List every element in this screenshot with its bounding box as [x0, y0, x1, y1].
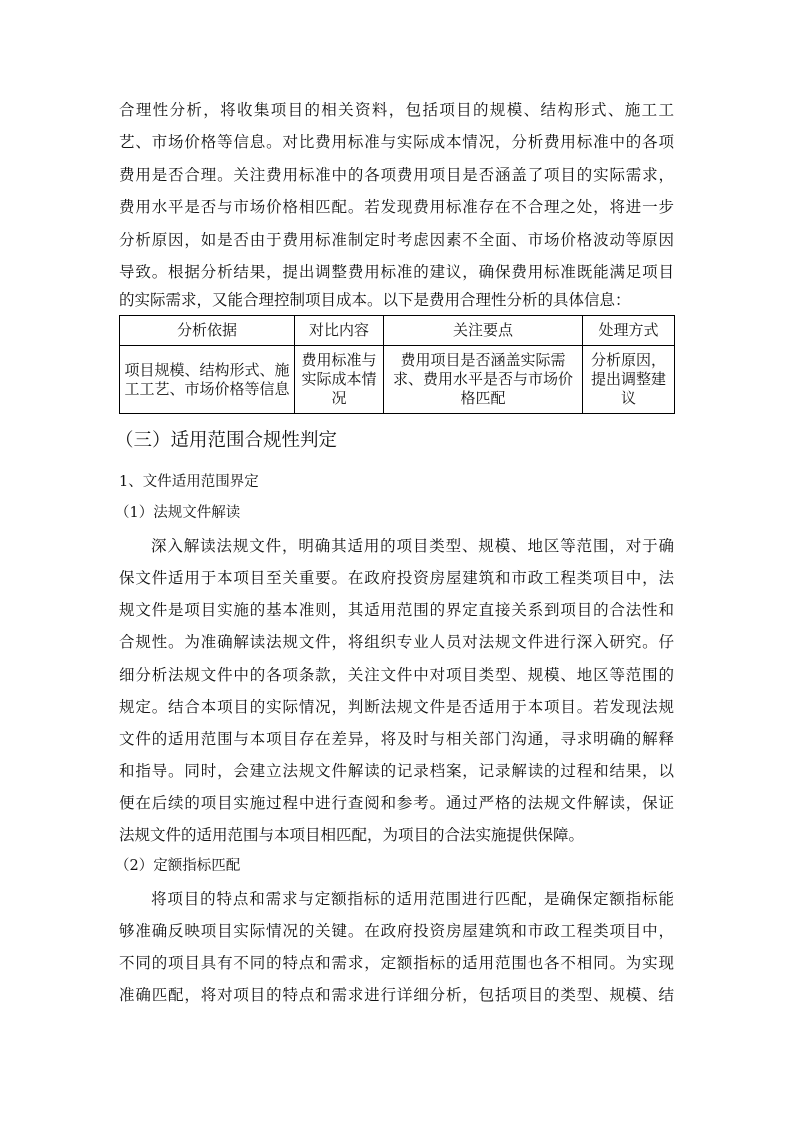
table-cell: 分析原因，提出调整建议 — [583, 346, 675, 414]
table-cell: 费用项目是否涵盖实际需求、费用水平是否与市场价格匹配 — [384, 346, 583, 414]
table-header: 分析依据 — [120, 316, 295, 346]
text-line: 法规文件的适用范围与本项目相匹配，为项目的合法实施提供保障。 — [119, 826, 585, 844]
text-line: 规定。结合本项目的实际情况，判断法规文件是否适用于本项目。若发现法规 — [119, 698, 674, 716]
table-header-row — [120, 316, 675, 346]
sub-heading: 1、文件适用范围界定 — [119, 474, 259, 490]
text-line: 的实际需求，又能合理控制项目成本。以下是费用合理性分析的具体信息： — [119, 291, 631, 309]
table-header: 处理方式 — [583, 316, 675, 346]
text-line: 分析原因，如是否由于费用标准制定时考虑因素不全面、市场价格波动等原因 — [119, 231, 674, 249]
text-line: 深入解读法规文件，明确其适用的项目类型、规模、地区等范围，对于确 — [151, 537, 674, 555]
table-header: 关注要点 — [384, 316, 583, 346]
text-line: 合理性分析，将收集项目的相关资料，包括项目的规模、结构形式、施工工 — [119, 101, 674, 119]
text-line: 合规性。为准确解读法规文件，将组织专业人员对法规文件进行深入研究。仔 — [119, 633, 674, 651]
table-row — [120, 346, 675, 414]
section-heading: （三）适用范围合规性判定 — [115, 430, 338, 451]
text-line: 便在后续的项目实施过程中进行查阅和参考。通过严格的法规文件解读，保证 — [119, 794, 674, 812]
table-header: 对比内容 — [295, 316, 384, 346]
text-line: 不同的项目具有不同的特点和需求，定额指标的适用范围也各不相同。为实现 — [119, 954, 674, 972]
text-line: 规文件是项目实施的基本准则，其适用范围的界定直接关系到项目的合法性和 — [119, 601, 674, 619]
text-line: 和指导。同时，会建立法规文件解读的记录档案，记录解读的过程和结果，以 — [119, 762, 674, 780]
text-line: 费用是否合理。关注费用标准中的各项费用项目是否涵盖了项目的实际需求， — [119, 166, 674, 184]
table-cell: 费用标准与实际成本情况 — [295, 346, 384, 414]
text-line: 准确匹配，将对项目的特点和需求进行详细分析，包括项目的类型、规模、结 — [119, 986, 674, 1004]
text-line: 导致。根据分析结果，提出调整费用标准的建议，确保费用标准既能满足项目 — [119, 263, 674, 281]
item-heading: （1）法规文件解读 — [115, 505, 241, 521]
text-line: 细分析法规文件中的各项条款，关注文件中对项目类型、规模、地区等范围的 — [119, 666, 674, 684]
text-line: 将项目的特点和需求与定额指标的适用范围进行匹配，是确保定额指标能 — [151, 890, 674, 908]
cost-analysis-table — [119, 315, 675, 414]
text-line: 够准确反映项目实际情况的关键。在政府投资房屋建筑和市政工程类项目中， — [119, 922, 674, 940]
text-line: 艺、市场价格等信息。对比费用标准与实际成本情况，分析费用标准中的各项 — [119, 133, 674, 151]
table-cell: 项目规模、结构形式、施工工艺、市场价格等信息 — [120, 346, 295, 414]
text-line: 保文件适用于本项目至关重要。在政府投资房屋建筑和市政工程类项目中，法 — [119, 569, 674, 587]
text-line: 文件的适用范围与本项目存在差异，将及时与相关部门沟通，寻求明确的解释 — [119, 730, 674, 748]
text-line: 费用水平是否与市场价格相匹配。若发现费用标准存在不合理之处，将进一步 — [119, 198, 674, 216]
item-heading: （2）定额指标匹配 — [115, 858, 241, 874]
